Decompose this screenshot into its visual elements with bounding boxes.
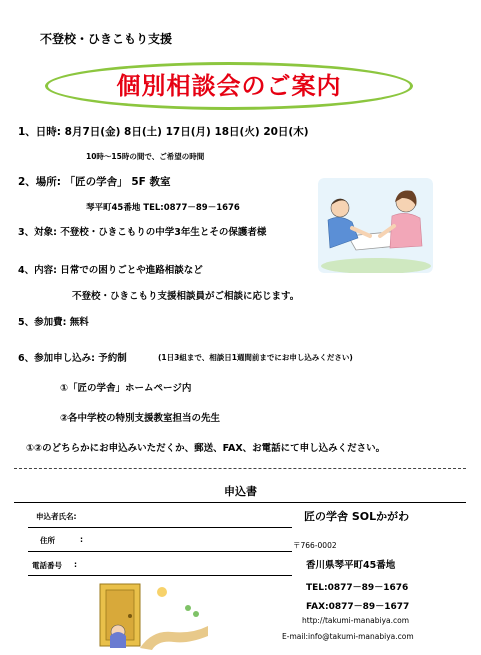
form-name-label: 申込者氏名:	[36, 512, 77, 521]
form-address-line[interactable]	[28, 551, 292, 552]
org-name: 匠の学舎 SOLかがわ	[304, 510, 410, 523]
org-url[interactable]: http://takumi-manabiya.com	[302, 616, 410, 625]
item-content: 4、内容: 日常での困りごとや進路相談など	[18, 265, 203, 276]
form-address-label: 住所	[40, 536, 55, 545]
form-phone-colon: :	[74, 560, 77, 569]
item-apply-footer: ①②のどちらかにお申込みいただくか、郵送、FAX、お電話にて申し込みください。	[26, 443, 386, 454]
org-email[interactable]: E-mail:info@takumi-manabiya.com	[282, 632, 414, 641]
form-phone-label: 電話番号	[32, 561, 62, 570]
item-apply: 6、参加申し込み: 予約制	[18, 353, 127, 364]
org-postal: 〒766-0002	[293, 541, 337, 550]
consultation-illustration	[318, 178, 433, 273]
item-apply-1: ①「匠の学舎」ホームページ内	[60, 383, 192, 394]
item-apply-note: (1日3組まで、相談日1週間前までにお申し込みください)	[158, 353, 353, 362]
item-place: 2、場所: 「匠の学舎」 5F 教室	[18, 176, 171, 188]
item-time-note: 10時～15時の間で、ご希望の時間	[86, 152, 205, 161]
org-address: 香川県琴平町45番地	[306, 560, 396, 571]
org-tel: TEL:0877－89－1676	[306, 583, 409, 593]
form-address-colon: :	[80, 535, 83, 544]
subtitle: 不登校・ひきこもり支援	[40, 32, 173, 46]
item-apply-2: ②各中学校の特別支援教室担当の先生	[60, 413, 221, 424]
item-content-note: 不登校・ひきこもり支援相談員がご相談に応じます。	[72, 291, 300, 302]
org-fax: FAX:0877－89－1677	[306, 602, 410, 612]
form-name-line[interactable]	[28, 527, 292, 528]
item-date: 1、日時: 8月7日(金) 8日(土) 17日(月) 18日(火) 20日(木)	[18, 126, 309, 138]
item-fee: 5、参加費: 無料	[18, 317, 89, 328]
form-heading-rule	[14, 502, 466, 503]
form-phone-line[interactable]	[28, 575, 292, 576]
page-title: 個別相談会のご案内	[116, 72, 342, 100]
item-place-address: 琴平町45番地 TEL:0877－89－1676	[86, 203, 240, 213]
item-target: 3、対象: 不登校・ひきこもりの中学3年生とその保護者様	[18, 227, 267, 238]
form-heading: 申込書	[224, 485, 257, 498]
separator-dashed	[14, 468, 466, 469]
door-illustration	[92, 578, 210, 650]
